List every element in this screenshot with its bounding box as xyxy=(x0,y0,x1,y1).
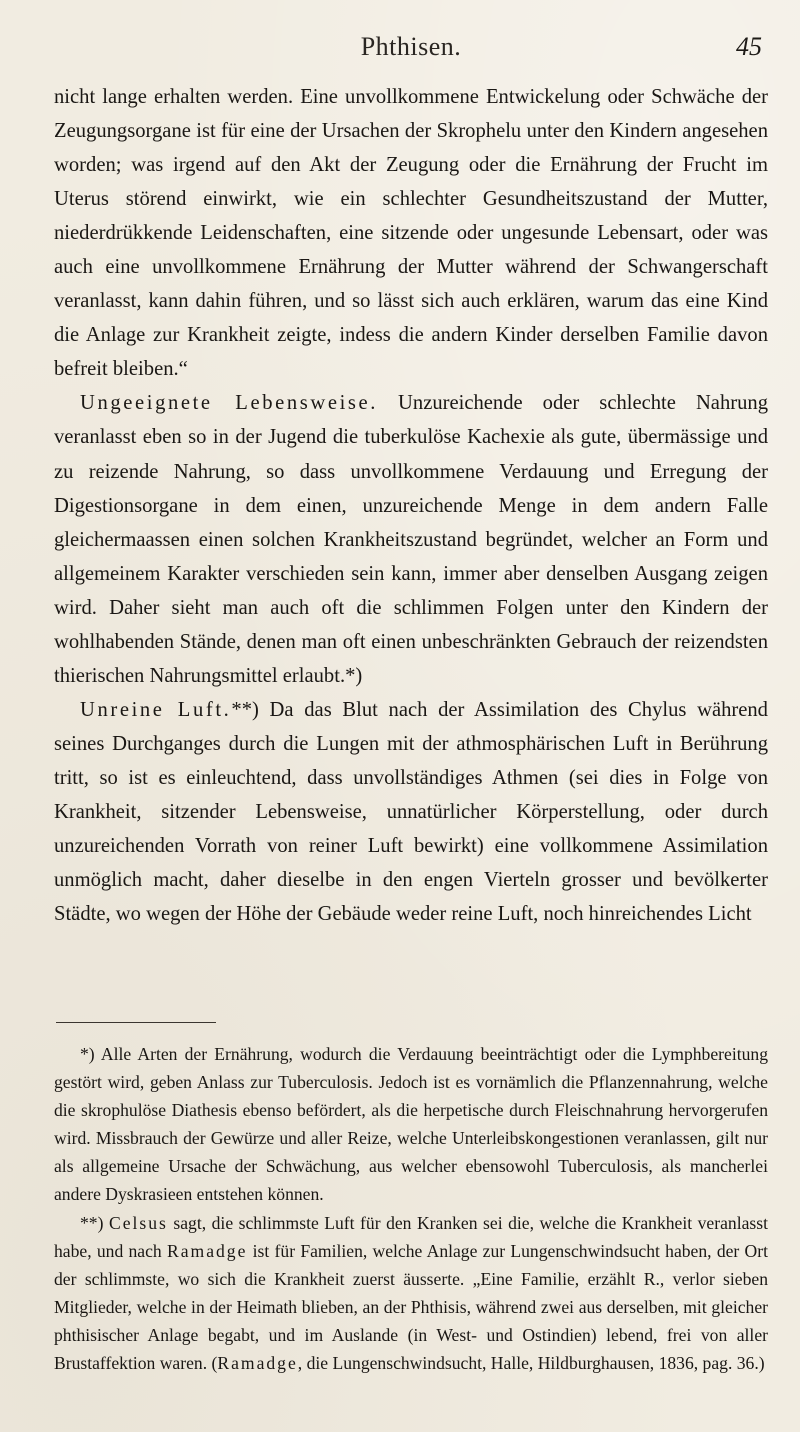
footnote-1: *) Alle Arten der Ernährung, wodurch die Verdauung beeinträchtigt oder die Lymphbereitung gestört wird, geben Anlass zur Tuberculosis. Jedoch ist es vornämlich die Pflanzennahrung, welche die skrophulöse Diathesis ebenso befördert, als die herpetische durch Fleischnahrung hervorgerufen wird. Missbrauch der Gewürze und aller Reize, welche Unterleibskongestionen veranlassen, gilt nur als allgemeine Ursache der Schwächung, aus welcher ebensowohl Tuberculosis, als mancherlei andere Dyskrasieen entstehen können. xyxy=(54,1044,768,1205)
paragraph-unreine-luft-text: **) Da das Blut nach der Assimilation des Chylus während seines Durchganges durch die Lungen mit der athmosphärischen Luft in Berührung tritt, so ist es einleuchtend, dass unvollständiges Athmen (sei dies in Folge von Krankheit, sitzender Lebensweise, unnatürlicher Körperstellung, oder durch unzureichenden Vorrath von reiner Luft bewirkt) eine vollkommene Assimilation unmöglich macht, daher dieselbe in den engen Vierteln grosser und bevölkerter Städte, wo wegen der Höhe der Gebäude weder reine Luft, noch hinreichendes Licht xyxy=(54,698,768,926)
footnote-2-text-a: sagt, die schlimmste Luft für den Kranken sei die, welche die Krankheit veranlasst habe, und nach xyxy=(54,1212,768,1261)
footnote-2 xyxy=(54,1209,768,1378)
footnotes xyxy=(54,1040,768,1377)
footnote-2-text-c: , die Lungenschwindsucht, Halle, Hildburghausen, 1836, pag. 36.) xyxy=(297,1353,765,1374)
page-number: 45 xyxy=(736,32,762,61)
footnote-2-marker: **) xyxy=(80,1212,109,1233)
paragraph-unreine-luft xyxy=(54,693,768,931)
section-heading-lebensweise: Ungeeignete Lebensweise. xyxy=(80,392,378,415)
footnote-2-text-b: ist für Familien, welche Anlage zur Lungenschwindsucht haben, der Ort der schlimmste, wo sich die Krankheit zuerst äusserte. „Eine Familie, erzählt R., verlor sieben Mitglieder, welche in der Heimath blieben, an der Phthisis, während zwei aus derselben, mit gleicher phthisischer Anlage begabt, und im Auslande (in West- und Ostindien) lebend, frei von aller Brustaffektion waren. ( xyxy=(54,1240,768,1374)
paragraph-continuation: nicht lange erhalten werden. Eine unvollkommene Entwickelung oder Schwäche der Zeugungsorgane ist für eine der Ursachen der Skrophelu unter den Kindern angesehen worden; was irgend auf den Akt der Zeugung oder die Ernährung der Frucht im Uterus störend einwirkt, wie ein schlechter Gesundheitszustand der Mutter, niederdrükkende Leidenschaften, eine sitzende oder ungesunde Lebensart, oder was auch eine unvollkommene Ernährung der Mutter während der Schwangerschaft veranlasst, kann dahin führen, und so lässt sich auch erklären, warum das eine Kind die Anlage zur Krankheit zeigte, indess die andern Kinder derselben Familie davon befreit bleiben.“ xyxy=(54,86,768,381)
footnote-2-name-ramadge: Ramadge xyxy=(166,1240,248,1261)
footnote-2-name-ramadge-citation: Ramadge xyxy=(217,1353,298,1374)
paragraph-lebensweise-text: Unzureichende oder schlechte Nahrung veranlasst eben so in der Jugend die tuberkulöse Kachexie als gute, übermässige und zu reizende Nahrung, so dass unvollkommene Verdauung und Erregung der Digestionsorgane in dem einen, unzureichende Menge in dem andern Falle gleichermaassen einen solchen Krankheitszustand begründet, welcher an Form und allgemeinem Karakter verschieden sein kann, immer aber denselben Ausgang zeigen wird. Daher sieht man auch oft die schlimmen Folgen unter den Kindern der wohlhabenden Stände, denen man oft einen unbeschränkten Gebrauch der reizendsten thierischen Nahrungsmittel erlaubt.*) xyxy=(54,392,768,687)
running-title: Phthisen. xyxy=(360,32,462,61)
footnote-2-name-celsus: Celsus xyxy=(108,1212,168,1233)
main-text xyxy=(54,80,768,931)
paragraph-lebensweise xyxy=(54,386,768,692)
page-header xyxy=(52,32,770,72)
footnote-divider xyxy=(56,1022,216,1023)
section-heading-unreine-luft: Unreine Luft. xyxy=(80,698,232,721)
